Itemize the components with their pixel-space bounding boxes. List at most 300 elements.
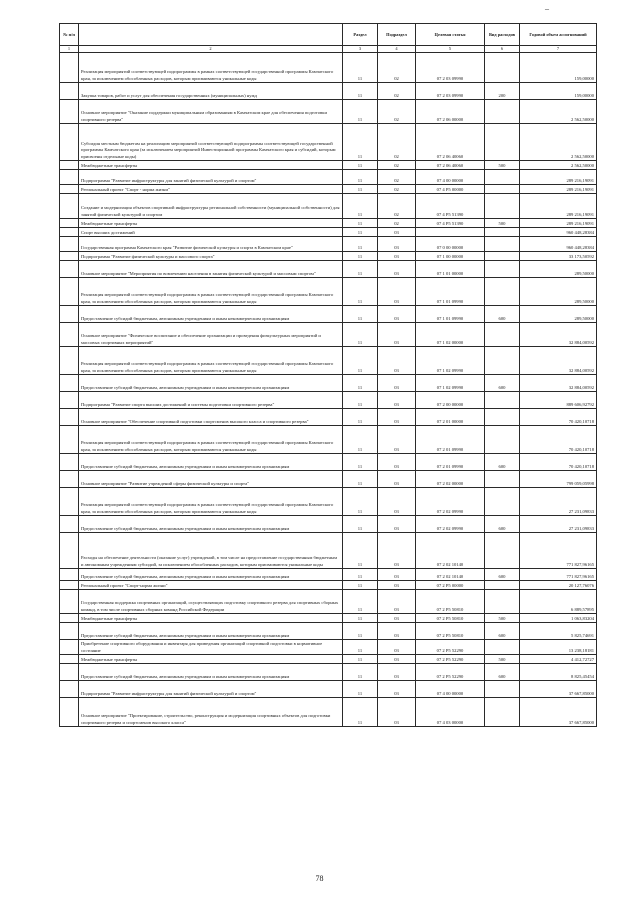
target-article-cell: 07 2 02 10140 <box>416 569 485 581</box>
section-code-cell: 11 <box>343 306 378 323</box>
amount-cell: 70 420,10718 <box>520 409 597 426</box>
row-name-cell: Межбюджетные трансферты <box>79 161 343 170</box>
section-code-cell: 11 <box>343 347 378 375</box>
row-number-cell <box>60 53 79 83</box>
target-article-cell: 07 2 01 00000 <box>416 409 485 426</box>
row-number-cell <box>60 375 79 392</box>
table-body <box>60 53 597 727</box>
amount-cell: 27 231,09833 <box>520 488 597 516</box>
expense-type-cell <box>485 581 520 590</box>
subsection-code-cell: 03 <box>378 614 416 623</box>
target-article-cell: 07 1 02 00000 <box>416 323 485 347</box>
row-number-cell <box>60 100 79 124</box>
table-row <box>60 581 597 590</box>
table-row <box>60 185 597 194</box>
section-code-cell: 11 <box>343 237 378 252</box>
row-number-cell <box>60 219 79 228</box>
table-row <box>60 471 597 488</box>
expense-type-cell: 600 <box>485 623 520 640</box>
row-number-cell <box>60 516 79 533</box>
table-row <box>60 237 597 252</box>
section-code-cell: 11 <box>343 614 378 623</box>
row-name-cell: Подпрограмма "Развитие физической культуры и массового спорта" <box>79 252 343 261</box>
subsection-code-cell: 03 <box>378 623 416 640</box>
subsection-code-cell: 03 <box>378 237 416 252</box>
amount-cell: 289 216,19091 <box>520 194 597 219</box>
table-row <box>60 623 597 640</box>
expense-type-cell: 600 <box>485 516 520 533</box>
row-number-cell <box>60 261 79 278</box>
target-article-cell: 07 2 P5 00000 <box>416 581 485 590</box>
row-number-cell <box>60 471 79 488</box>
subsection-code-cell: 02 <box>378 194 416 219</box>
subsection-code-cell: 03 <box>378 252 416 261</box>
target-article-cell: 07 2 01 09990 <box>416 454 485 471</box>
amount-cell: 2 562,50000 <box>520 100 597 124</box>
amount-cell: 32 884,00592 <box>520 347 597 375</box>
target-article-cell: 07 2 00 00000 <box>416 392 485 409</box>
row-number-cell <box>60 278 79 306</box>
row-name-cell: Предоставление субсидий бюджетным, автономным учреждениям и иным некоммерческим организациям <box>79 454 343 471</box>
row-number-cell <box>60 306 79 323</box>
subsection-code-cell: 02 <box>378 161 416 170</box>
amount-cell: 1 063,83204 <box>520 614 597 623</box>
amount-cell: 159,00000 <box>520 83 597 100</box>
table-row <box>60 590 597 614</box>
subsection-code-cell: 02 <box>378 83 416 100</box>
row-name-cell: Субсидия местным бюджетам на реализацию мероприятий соответствующей подпрограммы соответствующей государственной программы Камчатского края (за исключением мероприятий Инвестиционной программы Камчатского края и субсидий, которым присвоены отдельные коды) <box>79 124 343 161</box>
target-article-cell: 07 2 P5 52290 <box>416 655 485 664</box>
target-article-cell: 07 1 01 00000 <box>416 261 485 278</box>
expense-type-cell <box>485 100 520 124</box>
expense-type-cell <box>485 392 520 409</box>
row-number-cell <box>60 347 79 375</box>
amount-cell: 27 231,09833 <box>520 516 597 533</box>
section-code-cell: 11 <box>343 185 378 194</box>
table-row <box>60 53 597 83</box>
target-article-cell: 07 2 P5 52290 <box>416 664 485 681</box>
target-article-cell: 07 1 02 09990 <box>416 375 485 392</box>
table-row <box>60 261 597 278</box>
table-row <box>60 219 597 228</box>
section-code-cell: 11 <box>343 100 378 124</box>
row-number-cell <box>60 323 79 347</box>
header-num: № п/п <box>60 24 79 46</box>
subsection-code-cell: 03 <box>378 698 416 727</box>
section-code-cell: 11 <box>343 53 378 83</box>
row-name-cell: Предоставление субсидий бюджетным, автономным учреждениям и иным некоммерческим организациям <box>79 623 343 640</box>
target-article-cell: 07 1 00 00000 <box>416 252 485 261</box>
amount-cell: 289,50000 <box>520 306 597 323</box>
amount-cell: 70 420,10718 <box>520 454 597 471</box>
header-amount: Годовой объем ассигнований <box>520 24 597 46</box>
target-article-cell: 07 2 01 09990 <box>416 426 485 454</box>
row-name-cell: Предоставление субсидий бюджетным, автономным учреждениям и иным некоммерческим организациям <box>79 516 343 533</box>
subsection-code-cell: 03 <box>378 516 416 533</box>
table-row <box>60 698 597 727</box>
subsection-code-cell: 03 <box>378 655 416 664</box>
subsection-code-cell: 03 <box>378 681 416 698</box>
column-number-row <box>60 46 597 53</box>
row-number-cell <box>60 83 79 100</box>
subsection-code-cell: 03 <box>378 471 416 488</box>
expense-type-cell <box>485 278 520 306</box>
row-number-cell <box>60 533 79 569</box>
section-code-cell: 11 <box>343 681 378 698</box>
header-section: Раздел <box>343 24 378 46</box>
subsection-code-cell: 03 <box>378 488 416 516</box>
column-number: 4 <box>378 46 416 53</box>
section-code-cell: 11 <box>343 194 378 219</box>
amount-cell: 70 420,10718 <box>520 426 597 454</box>
section-code-cell: 11 <box>343 581 378 590</box>
target-article-cell: 07 2 P5 50810 <box>416 590 485 614</box>
amount-cell: 2 562,50000 <box>520 161 597 170</box>
amount-cell: 289 216,19091 <box>520 170 597 185</box>
row-number-cell <box>60 185 79 194</box>
expense-type-cell <box>485 237 520 252</box>
row-number-cell <box>60 228 79 237</box>
table-row <box>60 124 597 161</box>
section-code-cell: 11 <box>343 533 378 569</box>
subsection-code-cell: 02 <box>378 124 416 161</box>
section-code-cell: 11 <box>343 323 378 347</box>
row-number-cell <box>60 409 79 426</box>
table-row <box>60 409 597 426</box>
section-code-cell: 11 <box>343 488 378 516</box>
row-name-cell: Основное мероприятие "Оказание поддержки муниципальным образованиям в Камчатском крае для обеспечения подготовки спортивного резерва" <box>79 100 343 124</box>
amount-cell: 799 059,05998 <box>520 471 597 488</box>
target-article-cell: 07 4 00 00000 <box>416 170 485 185</box>
amount-cell: 37 667,85000 <box>520 698 597 727</box>
subsection-code-cell: 02 <box>378 100 416 124</box>
row-name-cell: Предоставление субсидий бюджетным, автономным учреждениям и иным некоммерческим организациям <box>79 375 343 392</box>
subsection-code-cell: 03 <box>378 581 416 590</box>
expense-type-cell <box>485 252 520 261</box>
subsection-code-cell: 03 <box>378 392 416 409</box>
row-name-cell: Спорт высших достижений <box>79 228 343 237</box>
row-name-cell: Межбюджетные трансферты <box>79 655 343 664</box>
row-name-cell: Основное мероприятие "Мероприятия по вовлечению населения в занятия физической культурой и массовым спортом" <box>79 261 343 278</box>
row-number-cell <box>60 161 79 170</box>
row-name-cell: Реализация мероприятий соответствующей подпрограммы в рамках соответствующей государственной программы Камчатского края, за исключением обособленных расходов, которым присваиваются уникальные коды <box>79 347 343 375</box>
table-row <box>60 392 597 409</box>
amount-cell: 771 827,96165 <box>520 533 597 569</box>
target-article-cell: 07 1 02 09990 <box>416 347 485 375</box>
row-number-cell <box>60 426 79 454</box>
row-name-cell: Создание и модернизация объектов спортивной инфраструктуры региональной собственности (муниципальной собственности) для занятий физической культурой и спортом <box>79 194 343 219</box>
expense-type-cell <box>485 533 520 569</box>
amount-cell: 4 412,72727 <box>520 655 597 664</box>
table-row <box>60 488 597 516</box>
expense-type-cell: 600 <box>485 375 520 392</box>
amount-cell: 289 216,19091 <box>520 219 597 228</box>
expense-type-cell <box>485 471 520 488</box>
column-number: 1 <box>60 46 79 53</box>
amount-cell: 5 825,74691 <box>520 623 597 640</box>
row-name-cell: Региональный проект "Спорт-норма жизни" <box>79 581 343 590</box>
section-code-cell: 11 <box>343 261 378 278</box>
row-number-cell <box>60 623 79 640</box>
table-row <box>60 614 597 623</box>
subsection-code-cell: 03 <box>378 306 416 323</box>
table-row <box>60 83 597 100</box>
amount-cell: 289,50000 <box>520 278 597 306</box>
row-name-cell: Закупка товаров, работ и услуг для обеспечения государственных (муниципальных) нужд <box>79 83 343 100</box>
subsection-code-cell: 03 <box>378 590 416 614</box>
amount-cell: 159,00000 <box>520 53 597 83</box>
amount-cell: 2 562,50000 <box>520 124 597 161</box>
expense-type-cell <box>485 488 520 516</box>
expense-type-cell: 200 <box>485 83 520 100</box>
header-target: Целевая статья <box>416 24 485 46</box>
target-article-cell: 07 1 01 09990 <box>416 306 485 323</box>
table-row <box>60 655 597 664</box>
section-code-cell: 11 <box>343 623 378 640</box>
subsection-code-cell: 03 <box>378 454 416 471</box>
section-code-cell: 11 <box>343 252 378 261</box>
target-article-cell: 07 2 P5 52290 <box>416 640 485 655</box>
section-code-cell: 11 <box>343 516 378 533</box>
expense-type-cell <box>485 347 520 375</box>
expense-type-cell <box>485 261 520 278</box>
header-name <box>79 24 343 46</box>
target-article-cell: 07 2 03 09990 <box>416 83 485 100</box>
target-article-cell: 07 2 06 00000 <box>416 100 485 124</box>
row-number-cell <box>60 194 79 219</box>
table-row <box>60 100 597 124</box>
target-article-cell: 07 2 02 10140 <box>416 533 485 569</box>
expense-type-cell <box>485 53 520 83</box>
amount-cell: 13 238,18181 <box>520 640 597 655</box>
row-number-cell <box>60 488 79 516</box>
column-number: 5 <box>416 46 485 53</box>
amount-cell: 6 889,57895 <box>520 590 597 614</box>
row-name-cell: Подпрограмма "Развитие инфраструктуры для занятий физической культурой и спортом" <box>79 170 343 185</box>
section-code-cell: 11 <box>343 590 378 614</box>
table-row <box>60 375 597 392</box>
section-code-cell: 11 <box>343 426 378 454</box>
row-name-cell: Реализация мероприятий соответствующей подпрограммы в рамках соответствующей государственной программы Камчатского края, за исключением обособленных расходов, которым присваиваются уникальные коды <box>79 278 343 306</box>
target-article-cell <box>416 228 485 237</box>
amount-cell: 32 884,00592 <box>520 375 597 392</box>
amount-cell: 960 448,28384 <box>520 237 597 252</box>
subsection-code-cell: 02 <box>378 170 416 185</box>
section-code-cell: 11 <box>343 124 378 161</box>
subsection-code-cell: 03 <box>378 228 416 237</box>
table-row <box>60 194 597 219</box>
table-row <box>60 681 597 698</box>
target-article-cell: 07 2 02 09990 <box>416 488 485 516</box>
expense-type-cell <box>485 170 520 185</box>
section-code-cell: 11 <box>343 392 378 409</box>
section-code-cell: 11 <box>343 655 378 664</box>
row-number-cell <box>60 170 79 185</box>
table-row <box>60 161 597 170</box>
subsection-code-cell: 03 <box>378 409 416 426</box>
table-row <box>60 347 597 375</box>
target-article-cell: 07 2 02 00000 <box>416 471 485 488</box>
table-header-row <box>60 24 597 46</box>
target-article-cell: 07 2 P5 50810 <box>416 623 485 640</box>
row-name-cell: Предоставление субсидий бюджетным, автономным учреждениям и иным некоммерческим организациям <box>79 306 343 323</box>
expense-type-cell: 500 <box>485 219 520 228</box>
section-code-cell: 11 <box>343 161 378 170</box>
expense-type-cell <box>485 590 520 614</box>
row-number-cell <box>60 454 79 471</box>
subsection-code-cell: 02 <box>378 185 416 194</box>
table-row <box>60 228 597 237</box>
expense-type-cell <box>485 640 520 655</box>
expense-type-cell <box>485 228 520 237</box>
table-row <box>60 533 597 569</box>
target-article-cell: 07 4 03 00000 <box>416 698 485 727</box>
row-number-cell <box>60 252 79 261</box>
column-number: 6 <box>485 46 520 53</box>
subsection-code-cell: 03 <box>378 261 416 278</box>
subsection-code-cell: 03 <box>378 664 416 681</box>
table-row <box>60 426 597 454</box>
header-subsection: Подраздел <box>378 24 416 46</box>
amount-cell: 33 173,50592 <box>520 252 597 261</box>
section-code-cell: 11 <box>343 219 378 228</box>
target-article-cell: 07 4 P5 51390 <box>416 219 485 228</box>
table-row <box>60 278 597 306</box>
expense-type-cell: 500 <box>485 161 520 170</box>
expense-type-cell: 500 <box>485 655 520 664</box>
row-name-cell: Реализация мероприятий соответствующей подпрограммы в рамках соответствующей государственной программы Камчатского края, за исключением обособленных расходов, которым присваиваются уникальные коды <box>79 488 343 516</box>
row-number-cell <box>60 590 79 614</box>
target-article-cell: 07 4 00 00000 <box>416 681 485 698</box>
subsection-code-cell: 02 <box>378 53 416 83</box>
amount-cell: 960 448,28384 <box>520 228 597 237</box>
section-code-cell: 11 <box>343 664 378 681</box>
expense-type-cell <box>485 194 520 219</box>
section-code-cell: 11 <box>343 569 378 581</box>
amount-cell: 771 827,96165 <box>520 569 597 581</box>
expense-type-cell <box>485 426 520 454</box>
table-row <box>60 569 597 581</box>
target-article-cell: 07 4 P5 00000 <box>416 185 485 194</box>
row-number-cell <box>60 640 79 655</box>
expense-type-cell: 600 <box>485 306 520 323</box>
row-name-cell: Межбюджетные трансферты <box>79 614 343 623</box>
target-article-cell: 07 0 00 00000 <box>416 237 485 252</box>
header-expense: Вид расходов <box>485 24 520 46</box>
row-name-cell: Межбюджетные трансферты <box>79 219 343 228</box>
row-name-cell: Региональный проект "Спорт - норма жизни" <box>79 185 343 194</box>
row-name-cell: Расходы на обеспечение деятельности (оказание услуг) учреждений, в том числе на предоставление государственным бюджетным и автономным учреждениям субсидий, за исключением обособленных расходов, которым присваиваются уникальные коды <box>79 533 343 569</box>
expense-type-cell <box>485 698 520 727</box>
amount-cell: 20 127,76076 <box>520 581 597 590</box>
amount-cell: 289,50000 <box>520 261 597 278</box>
table-row <box>60 516 597 533</box>
row-name-cell: Предоставление субсидий бюджетным, автономным учреждениям и иным некоммерческим организациям <box>79 664 343 681</box>
row-name-cell: Основное мероприятие "Физическое воспитание и обеспечение организации и проведения физкультурных мероприятий и массовых спортивных мероприятий" <box>79 323 343 347</box>
target-article-cell: 07 2 02 09990 <box>416 516 485 533</box>
table-row <box>60 664 597 681</box>
expense-type-cell: 600 <box>485 454 520 471</box>
section-code-cell: 11 <box>343 83 378 100</box>
row-number-cell <box>60 392 79 409</box>
expense-type-cell <box>485 681 520 698</box>
expense-type-cell: 500 <box>485 614 520 623</box>
section-code-cell: 11 <box>343 375 378 392</box>
subsection-code-cell: 02 <box>378 219 416 228</box>
row-name-cell: Реализация мероприятий соответствующей подпрограммы в рамках соответствующей государственной программы Камчатского края, за исключением обособленных расходов, которым присваиваются уникальные коды <box>79 53 343 83</box>
section-code-cell: 11 <box>343 698 378 727</box>
column-number: 7 <box>520 46 597 53</box>
expense-type-cell <box>485 323 520 347</box>
corner-mark: – <box>545 4 549 13</box>
table-row <box>60 306 597 323</box>
target-article-cell: 07 1 01 09990 <box>416 278 485 306</box>
section-code-cell: 11 <box>343 228 378 237</box>
row-number-cell <box>60 698 79 727</box>
row-number-cell <box>60 655 79 664</box>
amount-cell: 289 216,19091 <box>520 185 597 194</box>
amount-cell: 8 825,45454 <box>520 664 597 681</box>
budget-table <box>59 23 597 727</box>
column-number: 2 <box>79 46 343 53</box>
row-name-cell: Реализация мероприятий соответствующей подпрограммы в рамках соответствующей государственной программы Камчатского края, за исключением обособленных расходов, которым присваиваются уникальные коды <box>79 426 343 454</box>
section-code-cell: 11 <box>343 471 378 488</box>
subsection-code-cell: 03 <box>378 278 416 306</box>
page-number: 78 <box>315 874 324 883</box>
row-number-cell <box>60 237 79 252</box>
row-name-cell: Основное мероприятие "Обеспечение спортивной подготовки спортсменов высокого класса и спортивного резерва" <box>79 409 343 426</box>
target-article-cell: 07 2 06 40060 <box>416 124 485 161</box>
amount-cell: 889 606,92792 <box>520 392 597 409</box>
row-name-cell: Приобретение спортивного оборудования и инвентаря для приведения организаций спортивной подготовки в нормативное состояние <box>79 640 343 655</box>
table-row <box>60 252 597 261</box>
row-name-cell: Подпрограмма "Развитие спорта высших достижений и системы подготовки спортивного резерва" <box>79 392 343 409</box>
row-number-cell <box>60 614 79 623</box>
target-article-cell: 07 2 P5 50810 <box>416 614 485 623</box>
table-row <box>60 640 597 655</box>
section-code-cell: 11 <box>343 640 378 655</box>
expense-type-cell <box>485 124 520 161</box>
expense-type-cell: 600 <box>485 664 520 681</box>
row-name-cell: Основное мероприятие "Развитие учреждений сферы физической культуры и спорта" <box>79 471 343 488</box>
section-code-cell: 11 <box>343 409 378 426</box>
row-number-cell <box>60 664 79 681</box>
amount-cell: 32 884,00592 <box>520 323 597 347</box>
target-article-cell: 07 4 P5 51390 <box>416 194 485 219</box>
row-name-cell: Государственная поддержка спортивных организаций, осуществляющих подготовку спортивного резерва для спортивных сборных команд, в том числе спортивных сборных команд Российской Федерации <box>79 590 343 614</box>
row-name-cell: Предоставление субсидий бюджетным, автономным учреждениям и иным некоммерческим организациям <box>79 569 343 581</box>
row-number-cell <box>60 124 79 161</box>
expense-type-cell <box>485 409 520 426</box>
row-name-cell: Основное мероприятие "Проектирование, строительство, реконструкция и модернизация спортивных объектов для подготовки спортивного резерва и спортсменов высокого класса" <box>79 698 343 727</box>
expense-type-cell: 600 <box>485 569 520 581</box>
row-number-cell <box>60 681 79 698</box>
subsection-code-cell: 03 <box>378 569 416 581</box>
section-code-cell: 11 <box>343 278 378 306</box>
subsection-code-cell: 03 <box>378 347 416 375</box>
target-article-cell: 07 2 03 09990 <box>416 53 485 83</box>
row-name-cell: Подпрограмма "Развитие инфраструктуры для занятий физической культурой и спортом" <box>79 681 343 698</box>
expense-type-cell <box>485 185 520 194</box>
table-row <box>60 454 597 471</box>
section-code-cell: 11 <box>343 454 378 471</box>
row-number-cell <box>60 581 79 590</box>
table-row <box>60 323 597 347</box>
row-name-cell: Государственная программа Камчатского края "Развитие физической культуры и спорта в Камчатском крае" <box>79 237 343 252</box>
subsection-code-cell: 03 <box>378 640 416 655</box>
subsection-code-cell: 03 <box>378 323 416 347</box>
target-article-cell: 07 2 06 40060 <box>416 161 485 170</box>
